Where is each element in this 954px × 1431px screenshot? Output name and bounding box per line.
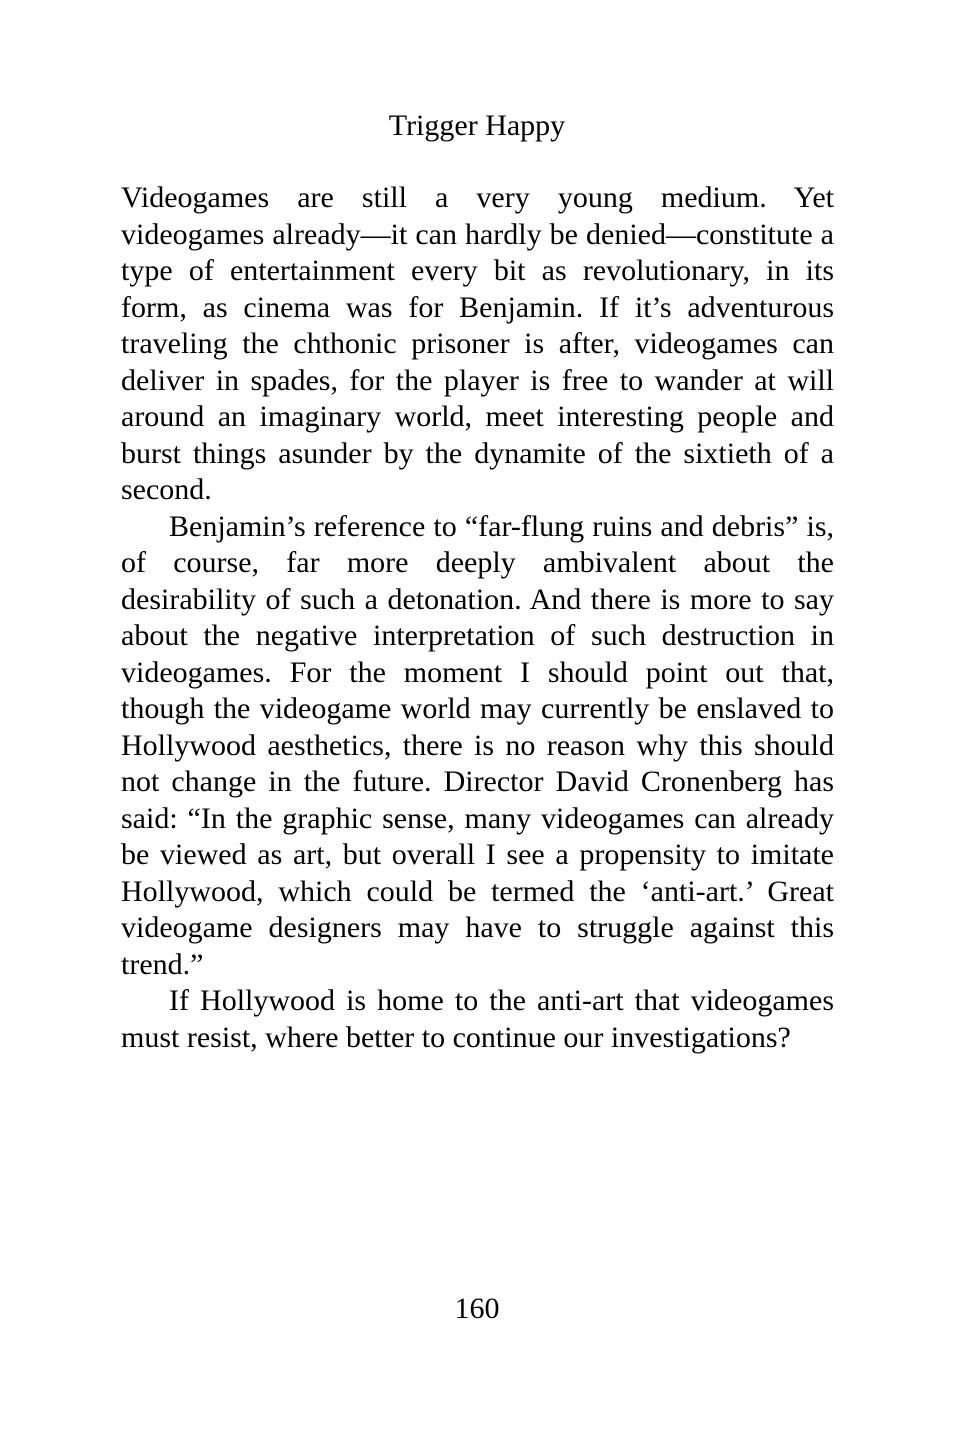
body-text bbox=[121, 180, 834, 1056]
running-header-title: Trigger Happy bbox=[388, 109, 566, 142]
paragraph-2: Benjamin’s reference to “far-flung ruins and debris” is, of course, far more deeply ambivalent about the desirability of such a detonation. And there is more to say about the negative interpretation of such destruction in videogames. For the moment I should point out that, though the videogame world may currently be enslaved to Hollywood aesthetics, there is no reason why this should not change in the future. Director David Cronenberg has said: “In the graphic sense, many videogames can already be viewed as art, but overall I see a propensity to imitate Hollywood, which could be termed the ‘anti-art.’ Great videogame designers may have to struggle against this trend.” bbox=[121, 509, 834, 981]
paragraph-3: If Hollywood is home to the anti-art that videogames must resist, where better to continue our investigations? bbox=[121, 984, 834, 1054]
page-number: 160 bbox=[454, 1292, 500, 1325]
paragraph-1: Videogames are still a very young medium. Yet videogames already—it can hardly be denied—constitute a type of entertainment every bit as revolutionary, in its form, as cinema was for Benjamin. If it’s adventurous traveling the chthonic prisoner is after, videogames can deliver in spades, for the player is free to wander at will around an imaginary world, meet interesting people and burst things asunder by the dynamite of the sixtieth of a second. bbox=[121, 181, 834, 506]
